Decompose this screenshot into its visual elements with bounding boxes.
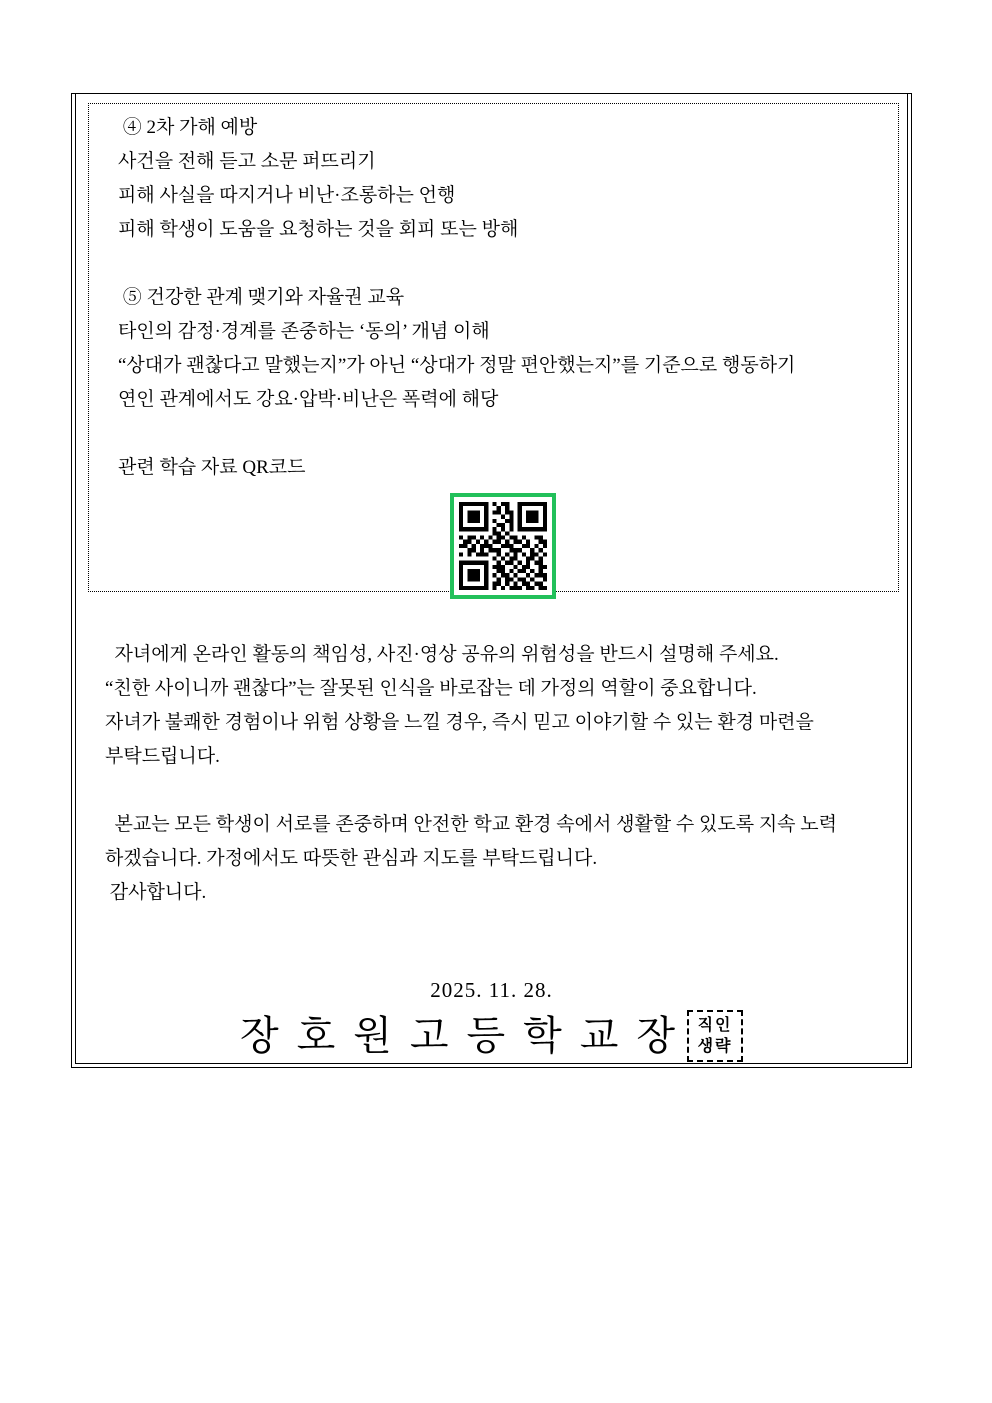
principal-signature: 장 호 원 고 등 학 교 장	[239, 1013, 680, 1058]
section4-item: 사건을 전해 듣고 소문 퍼뜨리기	[118, 151, 376, 172]
qr-code-wrap	[118, 493, 888, 599]
section5-item: 타인의 감정·경계를 존중하는 ‘동의’ 개념 이해	[118, 321, 490, 342]
qr-code-icon	[459, 502, 547, 590]
qr-code	[450, 493, 556, 599]
notice-body	[105, 638, 879, 910]
section4-item: 피해 학생이 도움을 요청하는 것을 회피 또는 방해	[118, 219, 519, 240]
qr-label: 관련 학습 자료 QR코드	[118, 457, 306, 478]
section4-title: ④ 2차 가해 예방	[118, 117, 258, 138]
paragraph2-line: 본교는 모든 학생이 서로를 존중하며 안전한 학교 환경 속에서 생활할 수 있도록 지속 노력	[105, 814, 837, 835]
section-gap	[118, 247, 888, 281]
section4-item: 피해 사실을 따지거나 비난·조롱하는 언행	[118, 185, 456, 206]
paragraph1-line: 부탁드립니다.	[105, 746, 220, 767]
paragraph1-line: “친한 사이니까 괜찮다”는 잘못된 인식을 바로잡는 데 가정의 역할이 중요합니다.	[105, 678, 757, 699]
document-inner-frame	[75, 94, 908, 1064]
stamp-line: 직인	[697, 1017, 733, 1034]
section5-title: ⑤ 건강한 관계 맺기와 자율권 교육	[118, 287, 405, 308]
section-gap	[118, 417, 888, 451]
stamp-line: 생략	[697, 1038, 733, 1055]
document-outer-frame	[71, 93, 912, 1068]
section5-item: “상대가 괜찮다고 말했는지”가 아닌 “상대가 정말 편안했는지”를 기준으로 행동하기	[118, 355, 796, 376]
paragraph2-line: 감사합니다.	[105, 882, 207, 903]
paragraph2-line: 하겠습니다. 가정에서도 따뜻한 관심과 지도를 부탁드립니다.	[105, 848, 598, 869]
section5-item: 연인 관계에서도 강요·압박·비난은 폭력에 해당	[118, 389, 499, 410]
signature-row	[76, 1010, 907, 1062]
prevention-info-box	[88, 103, 899, 592]
notice-date: 2025. 11. 28.	[430, 978, 553, 1002]
paragraph-gap	[105, 774, 879, 808]
paragraph1-line: 자녀가 불쾌한 경험이나 위험 상황을 느낄 경우, 즉시 믿고 이야기할 수 있는 환경 마련을	[105, 712, 814, 733]
stamp-omitted-box	[687, 1010, 743, 1062]
paragraph1-line: 자녀에게 온라인 활동의 책임성, 사진·영상 공유의 위험성을 반드시 설명해 주세요.	[105, 644, 779, 665]
